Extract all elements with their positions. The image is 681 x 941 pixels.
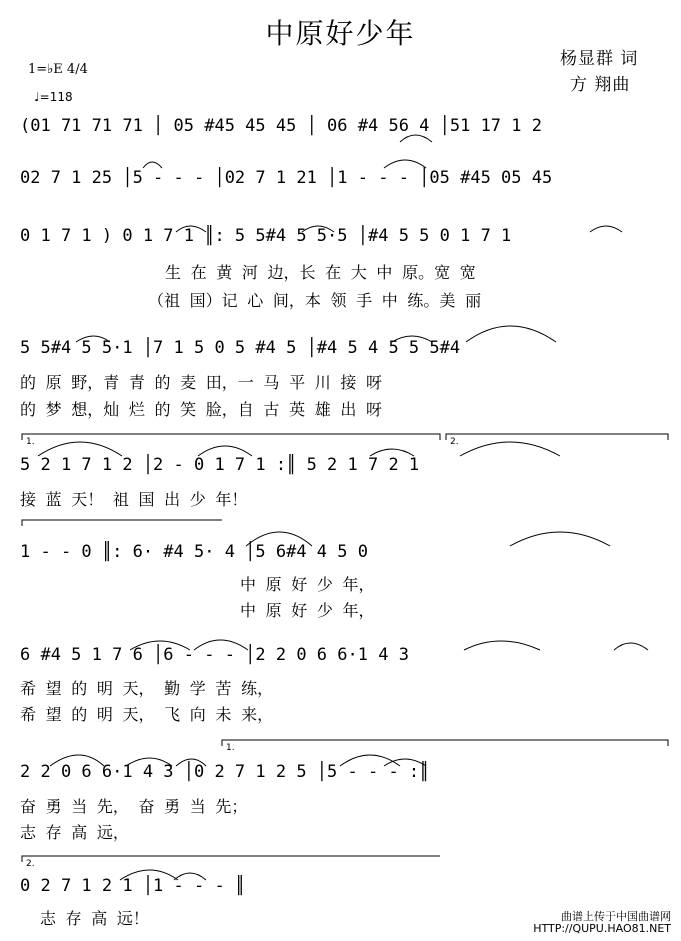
slur (176, 226, 206, 232)
slur (400, 135, 432, 142)
slur (466, 326, 556, 342)
lyric-line: 奋 勇 当 先， 奋 勇 当 先； (20, 797, 248, 816)
notation-row: 2 2 0 6 6·1 4 3 │0 2 7 1 2 5 │5 - - - :║ (20, 762, 430, 782)
notation-row: 5 5#4 5 5·1 │7 1 5 0 5 #4 5 │#4 5 4 5 5 5#4 (20, 338, 461, 358)
slur (590, 226, 622, 232)
footer-credit (533, 911, 671, 935)
notation-row: 1 - - 0 ║: 6· #4 5· 4 │5 6#4 4 5 0 (20, 542, 368, 562)
slur (370, 449, 414, 456)
volta-bracket (446, 434, 668, 440)
notation-row: 0 1 7 1 ) 0 1 7 1 ║: 5 5#4 5 5·5 │#4 5 5 0 1 7 1 (20, 226, 512, 246)
slur (302, 226, 334, 232)
footer-url: HTTP://QUPU.HAO81.NET (533, 922, 671, 935)
lyric-line: 的 梦 想，灿 烂 的 笑 脸，自 古 英 雄 出 呀 (20, 400, 382, 419)
tempo-marking: ♩=118 (34, 90, 73, 104)
notation-row: 6 #4 5 1 7 6 │6 - - - │2 2 0 6 6·1 4 3 (20, 645, 409, 665)
slur (340, 755, 400, 766)
lyric-line: 志 存 高 远！ (40, 909, 149, 928)
notation-row: 5 2 1 7 1 2 │2 - 0 1 7 1 :║ 5 2 1 7 2 1 (20, 455, 420, 475)
lyric-line: （祖 国）记 心 间，本 领 手 中 练。美 丽 (148, 291, 482, 310)
lyric-line: 生 在 黄 河 边，长 在 大 中 原。宽 宽 (165, 263, 476, 282)
svg-text:2.: 2. (450, 437, 459, 447)
footer-line: 曲谱上传于中国曲谱网 (561, 910, 671, 923)
slur (120, 870, 178, 880)
notation-row: (01 71 71 71 │ 05 #45 45 45 │ 06 #4 56 4 │51 17 1 2 (20, 116, 542, 136)
lyric-line: 希 望 的 明 天， 飞 向 未 来， (20, 705, 274, 724)
song-title: 中原好少年 (265, 17, 416, 50)
volta-bracket (22, 856, 440, 862)
slur (194, 640, 248, 650)
slur (130, 641, 190, 650)
lyric-line: 接 蓝 天！ 祖 国 出 少 年！ (20, 490, 248, 509)
slur (38, 442, 122, 456)
lyricist-credit: 杨显群 词 (560, 49, 639, 69)
lyric-line: 志 存 高 远， (20, 823, 129, 842)
slur (174, 873, 206, 880)
volta-bracket (22, 520, 222, 526)
volta-bracket (22, 434, 440, 440)
slur (464, 641, 540, 650)
slur (384, 160, 426, 168)
slur (176, 759, 206, 766)
slur (76, 336, 110, 342)
slur (510, 532, 610, 546)
key-signature: 1=♭E 4/4 (28, 62, 88, 77)
notation-row: 02 7 1 25 │5 - - - │02 7 1 21 │1 - - - │05 #45 05 45 (20, 168, 553, 188)
lyric-line: 希 望 的 明 天， 勤 学 苦 练， (20, 679, 274, 698)
lyric-line: 中 原 好 少 年， (240, 575, 375, 594)
lyric-line: 中 原 好 少 年， (240, 601, 375, 620)
composer-credit: 方 翔曲 (570, 75, 631, 95)
slur (126, 758, 172, 766)
slur (143, 162, 162, 168)
slur (246, 532, 312, 546)
svg-text:1.: 1. (226, 743, 235, 753)
slur (392, 336, 432, 342)
slur (614, 643, 648, 650)
notation-row: 0 2 7 1 2 1 │1 - - - ║ (20, 876, 246, 896)
svg-text:1.: 1. (26, 437, 35, 447)
lyric-line: 的 原 野，青 青 的 麦 田，一 马 平 川 接 呀 (20, 373, 382, 392)
slur (198, 446, 252, 456)
slur (460, 442, 560, 456)
svg-text:2.: 2. (26, 859, 35, 869)
slur (50, 755, 104, 766)
volta-bracket (222, 740, 668, 746)
